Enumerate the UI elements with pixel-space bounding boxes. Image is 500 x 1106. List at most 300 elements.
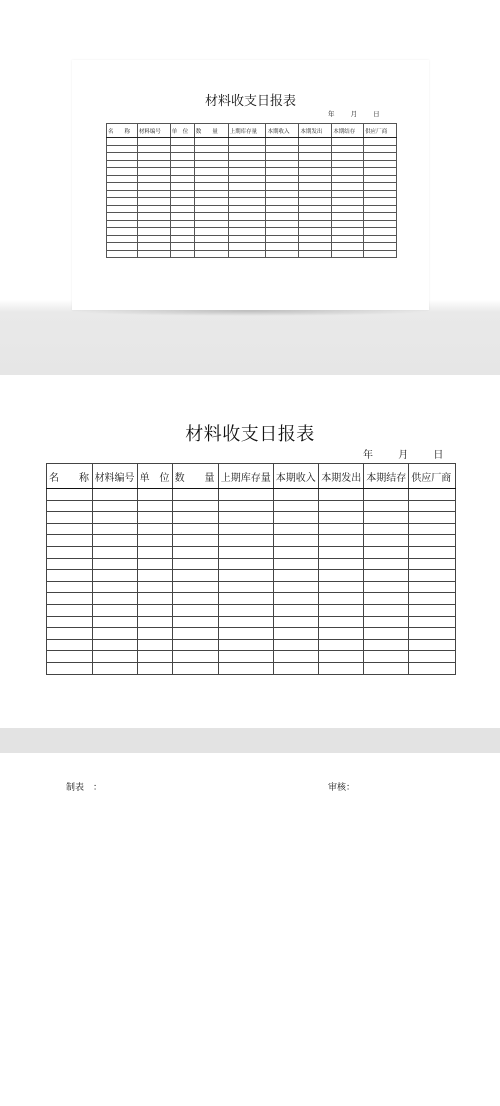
table-cell: [172, 639, 218, 651]
table-cell: [218, 616, 273, 628]
table-cell: [299, 168, 332, 176]
table-cell: [218, 662, 273, 674]
table-cell: [92, 546, 137, 558]
table-cell: [364, 235, 397, 243]
table-cell: [266, 250, 299, 258]
table-cell: [266, 220, 299, 228]
table-row: [47, 489, 456, 501]
preview-table-row: [107, 213, 397, 221]
table-cell: [47, 500, 93, 512]
table-cell: [218, 535, 273, 547]
table-cell: [299, 175, 332, 183]
table-cell: [137, 593, 172, 605]
table-cell: [194, 160, 228, 168]
table-cell: [170, 138, 194, 146]
header-current-issue: 本期发出: [319, 464, 364, 489]
table-cell: [107, 138, 138, 146]
table-cell: [107, 175, 138, 183]
table-cell: [47, 628, 93, 640]
table-cell: [170, 175, 194, 183]
table-cell: [172, 500, 218, 512]
preview-table-row: [107, 145, 397, 153]
table-cell: [319, 535, 364, 547]
table-cell: [218, 570, 273, 582]
table-cell: [172, 535, 218, 547]
table-cell: [273, 581, 319, 593]
table-cell: [194, 220, 228, 228]
table-cell: [107, 228, 138, 236]
preview-card: [72, 60, 429, 310]
table-cell: [47, 535, 93, 547]
table-cell: [273, 570, 319, 582]
table-cell: [364, 616, 409, 628]
table-cell: [218, 628, 273, 640]
table-cell: [273, 523, 319, 535]
header-current-income: 本期收入: [273, 464, 319, 489]
table-cell: [332, 190, 364, 198]
table-cell: [194, 243, 228, 251]
table-cell: [332, 138, 364, 146]
table-cell: [218, 651, 273, 663]
table-cell: [172, 604, 218, 616]
table-cell: [172, 581, 218, 593]
table-cell: [218, 500, 273, 512]
table-cell: [172, 616, 218, 628]
table-cell: [228, 235, 266, 243]
table-cell: [92, 616, 137, 628]
table-cell: [364, 639, 409, 651]
preview-table-row: [107, 138, 397, 146]
table-cell: [266, 213, 299, 221]
table-row: [47, 546, 456, 558]
table-cell: [364, 175, 397, 183]
preview-header-cell: 本期收入: [266, 124, 299, 138]
table-cell: [92, 558, 137, 570]
table-cell: [218, 593, 273, 605]
table-cell: [332, 213, 364, 221]
table-cell: [170, 213, 194, 221]
table-cell: [170, 190, 194, 198]
table-row: [47, 570, 456, 582]
table-cell: [266, 235, 299, 243]
table-cell: [47, 512, 93, 524]
preview-header-cell: 名 称: [107, 124, 138, 138]
table-cell: [266, 175, 299, 183]
preview-table-row: [107, 168, 397, 176]
table-cell: [266, 205, 299, 213]
table-cell: [228, 168, 266, 176]
table-cell: [273, 604, 319, 616]
table-cell: [137, 581, 172, 593]
table-cell: [364, 198, 397, 206]
table-cell: [170, 145, 194, 153]
table-cell: [92, 523, 137, 535]
table-cell: [172, 651, 218, 663]
preview-table-row: [107, 243, 397, 251]
table-cell: [273, 512, 319, 524]
table-cell: [92, 628, 137, 640]
table-cell: [299, 138, 332, 146]
table-cell: [266, 228, 299, 236]
header-unit: 单 位: [137, 464, 172, 489]
table-cell: [273, 593, 319, 605]
preview-table-row: [107, 250, 397, 258]
table-cell: [299, 250, 332, 258]
table-cell: [332, 250, 364, 258]
table-cell: [137, 183, 170, 191]
preview-date-year: 年: [328, 110, 335, 118]
table-cell: [332, 160, 364, 168]
header-supplier: 供应厂商: [409, 464, 456, 489]
table-cell: [137, 523, 172, 535]
table-cell: [228, 183, 266, 191]
table-cell: [332, 183, 364, 191]
table-cell: [137, 558, 172, 570]
table-cell: [47, 662, 93, 674]
table-cell: [137, 512, 172, 524]
preview-header-cell: 材料编号: [137, 124, 170, 138]
table-cell: [364, 250, 397, 258]
table-cell: [273, 662, 319, 674]
table-cell: [266, 168, 299, 176]
table-cell: [364, 168, 397, 176]
preview-table-row: [107, 205, 397, 213]
table-cell: [228, 205, 266, 213]
table-cell: [364, 213, 397, 221]
table-cell: [107, 250, 138, 258]
table-cell: [273, 535, 319, 547]
header-current-balance: 本期结存: [364, 464, 409, 489]
table-cell: [364, 220, 397, 228]
report-table: [46, 463, 456, 675]
table-cell: [92, 651, 137, 663]
table-cell: [228, 138, 266, 146]
table-cell: [364, 512, 409, 524]
table-cell: [409, 523, 456, 535]
table-cell: [194, 183, 228, 191]
preview-date-month: 月: [350, 110, 358, 118]
table-cell: [170, 228, 194, 236]
table-cell: [92, 500, 137, 512]
table-cell: [364, 160, 397, 168]
table-row: [47, 662, 456, 674]
table-cell: [107, 198, 138, 206]
header-material-code: 材料编号: [92, 464, 137, 489]
table-cell: [364, 535, 409, 547]
table-cell: [319, 570, 364, 582]
table-cell: [228, 160, 266, 168]
reviewer-label: 审核：: [328, 783, 356, 793]
table-cell: [172, 489, 218, 501]
table-cell: [364, 546, 409, 558]
table-cell: [228, 220, 266, 228]
table-cell: [332, 168, 364, 176]
table-cell: [364, 593, 409, 605]
table-cell: [92, 570, 137, 582]
table-cell: [364, 190, 397, 198]
preview-header-cell: 本期结存: [332, 124, 364, 138]
table-row: [47, 500, 456, 512]
table-cell: [299, 243, 332, 251]
preview-table-row: [107, 228, 397, 236]
preview-header-row: [107, 124, 397, 138]
table-cell: [319, 651, 364, 663]
preview-header-cell: 供应厂商: [364, 124, 397, 138]
document-date-row: [363, 446, 443, 461]
table-cell: [409, 662, 456, 674]
table-row: [47, 512, 456, 524]
table-cell: [47, 593, 93, 605]
table-cell: [228, 198, 266, 206]
table-cell: [218, 604, 273, 616]
preview-table-body: [107, 138, 397, 258]
table-cell: [319, 523, 364, 535]
preview-table-row: [107, 175, 397, 183]
table-cell: [409, 535, 456, 547]
table-cell: [299, 228, 332, 236]
table-cell: [266, 160, 299, 168]
table-cell: [47, 581, 93, 593]
header-name: 名 称: [47, 464, 93, 489]
preview-table-row: [107, 160, 397, 168]
table-cell: [137, 250, 170, 258]
table-cell: [319, 546, 364, 558]
table-cell: [332, 243, 364, 251]
table-cell: [137, 228, 170, 236]
document-date-month: 月: [398, 450, 409, 461]
table-cell: [194, 213, 228, 221]
table-row: [47, 616, 456, 628]
table-cell: [228, 228, 266, 236]
document-date-day: 日: [433, 450, 444, 461]
table-cell: [319, 662, 364, 674]
table-cell: [194, 168, 228, 176]
table-cell: [92, 535, 137, 547]
preview-date-row: [328, 109, 380, 118]
table-row: [47, 581, 456, 593]
table-cell: [218, 581, 273, 593]
table-cell: [194, 205, 228, 213]
table-cell: [228, 243, 266, 251]
table-cell: [107, 235, 138, 243]
table-cell: [137, 500, 172, 512]
table-cell: [92, 639, 137, 651]
table-cell: [170, 220, 194, 228]
table-cell: [218, 523, 273, 535]
table-cell: [409, 616, 456, 628]
table-cell: [364, 243, 397, 251]
table-cell: [172, 570, 218, 582]
table-cell: [319, 581, 364, 593]
table-cell: [107, 190, 138, 198]
table-cell: [218, 558, 273, 570]
table-cell: [137, 220, 170, 228]
preview-table-row: [107, 153, 397, 161]
table-cell: [409, 500, 456, 512]
table-cell: [409, 639, 456, 651]
table-cell: [172, 662, 218, 674]
table-cell: [332, 205, 364, 213]
table-cell: [137, 639, 172, 651]
table-cell: [194, 138, 228, 146]
preview-date-day: 日: [373, 110, 380, 118]
table-cell: [137, 628, 172, 640]
table-cell: [137, 198, 170, 206]
preview-header-cell: 上期库存量: [228, 124, 266, 138]
table-cell: [299, 183, 332, 191]
preview-table: [106, 123, 397, 258]
table-cell: [194, 198, 228, 206]
table-cell: [92, 581, 137, 593]
table-cell: [364, 153, 397, 161]
table-cell: [194, 228, 228, 236]
table-cell: [47, 604, 93, 616]
table-cell: [299, 198, 332, 206]
table-cell: [273, 500, 319, 512]
table-cell: [409, 546, 456, 558]
table-cell: [92, 593, 137, 605]
table-cell: [332, 198, 364, 206]
table-cell: [137, 175, 170, 183]
preview-table-row: [107, 220, 397, 228]
table-cell: [266, 243, 299, 251]
table-cell: [364, 570, 409, 582]
table-cell: [273, 628, 319, 640]
table-cell: [194, 175, 228, 183]
table-cell: [364, 145, 397, 153]
table-row: [47, 558, 456, 570]
table-cell: [228, 213, 266, 221]
table-cell: [364, 205, 397, 213]
preview-table-row: [107, 198, 397, 206]
table-cell: [170, 183, 194, 191]
header-quantity: 数 量: [172, 464, 218, 489]
table-cell: [47, 639, 93, 651]
table-cell: [194, 145, 228, 153]
table-cell: [194, 190, 228, 198]
table-cell: [273, 546, 319, 558]
table-cell: [107, 205, 138, 213]
table-cell: [137, 604, 172, 616]
table-cell: [228, 175, 266, 183]
table-cell: [319, 604, 364, 616]
table-cell: [364, 558, 409, 570]
table-cell: [273, 651, 319, 663]
table-cell: [273, 639, 319, 651]
table-cell: [218, 512, 273, 524]
table-cell: [409, 570, 456, 582]
preview-table-row: [107, 190, 397, 198]
table-cell: [228, 250, 266, 258]
table-cell: [137, 570, 172, 582]
table-cell: [409, 593, 456, 605]
table-cell: [332, 235, 364, 243]
table-cell: [299, 213, 332, 221]
table-row: [47, 628, 456, 640]
table-cell: [364, 662, 409, 674]
table-cell: [266, 183, 299, 191]
table-cell: [319, 616, 364, 628]
table-cell: [332, 145, 364, 153]
table-cell: [107, 183, 138, 191]
table-cell: [137, 651, 172, 663]
report-header-row: [47, 464, 456, 489]
table-cell: [172, 523, 218, 535]
table-cell: [170, 205, 194, 213]
header-previous-stock: 上期库存量: [218, 464, 273, 489]
preview-header-cell: 数 量: [194, 124, 228, 138]
table-cell: [228, 145, 266, 153]
table-cell: [299, 145, 332, 153]
table-cell: [172, 546, 218, 558]
table-cell: [137, 616, 172, 628]
table-cell: [266, 138, 299, 146]
table-cell: [299, 205, 332, 213]
table-cell: [107, 213, 138, 221]
table-row: [47, 593, 456, 605]
maker-label: 制表 ：: [66, 783, 103, 793]
table-cell: [92, 604, 137, 616]
preview-header-cell: 本期发出: [299, 124, 332, 138]
table-cell: [137, 235, 170, 243]
table-cell: [172, 628, 218, 640]
table-cell: [137, 546, 172, 558]
preview-table-row: [107, 183, 397, 191]
table-cell: [364, 489, 409, 501]
table-cell: [273, 489, 319, 501]
table-cell: [364, 523, 409, 535]
table-cell: [47, 570, 93, 582]
table-cell: [364, 581, 409, 593]
table-cell: [194, 250, 228, 258]
preview-table-row: [107, 235, 397, 243]
table-cell: [218, 546, 273, 558]
report-table-body: [47, 489, 456, 675]
table-cell: [218, 639, 273, 651]
table-cell: [409, 489, 456, 501]
table-cell: [299, 160, 332, 168]
table-cell: [172, 593, 218, 605]
table-cell: [319, 512, 364, 524]
table-cell: [409, 581, 456, 593]
table-cell: [137, 160, 170, 168]
table-cell: [228, 190, 266, 198]
table-cell: [137, 535, 172, 547]
preview-header-cell: 单 位: [170, 124, 194, 138]
table-cell: [137, 190, 170, 198]
table-cell: [137, 145, 170, 153]
table-cell: [332, 228, 364, 236]
table-row: [47, 523, 456, 535]
table-cell: [47, 651, 93, 663]
table-cell: [137, 213, 170, 221]
table-cell: [364, 604, 409, 616]
table-cell: [409, 558, 456, 570]
table-cell: [332, 175, 364, 183]
table-cell: [319, 639, 364, 651]
table-cell: [170, 160, 194, 168]
table-cell: [228, 153, 266, 161]
table-cell: [107, 153, 138, 161]
table-cell: [319, 558, 364, 570]
table-cell: [409, 628, 456, 640]
table-cell: [319, 500, 364, 512]
table-row: [47, 604, 456, 616]
document-date-year: 年: [363, 450, 373, 461]
table-cell: [170, 198, 194, 206]
table-cell: [299, 190, 332, 198]
table-cell: [364, 183, 397, 191]
